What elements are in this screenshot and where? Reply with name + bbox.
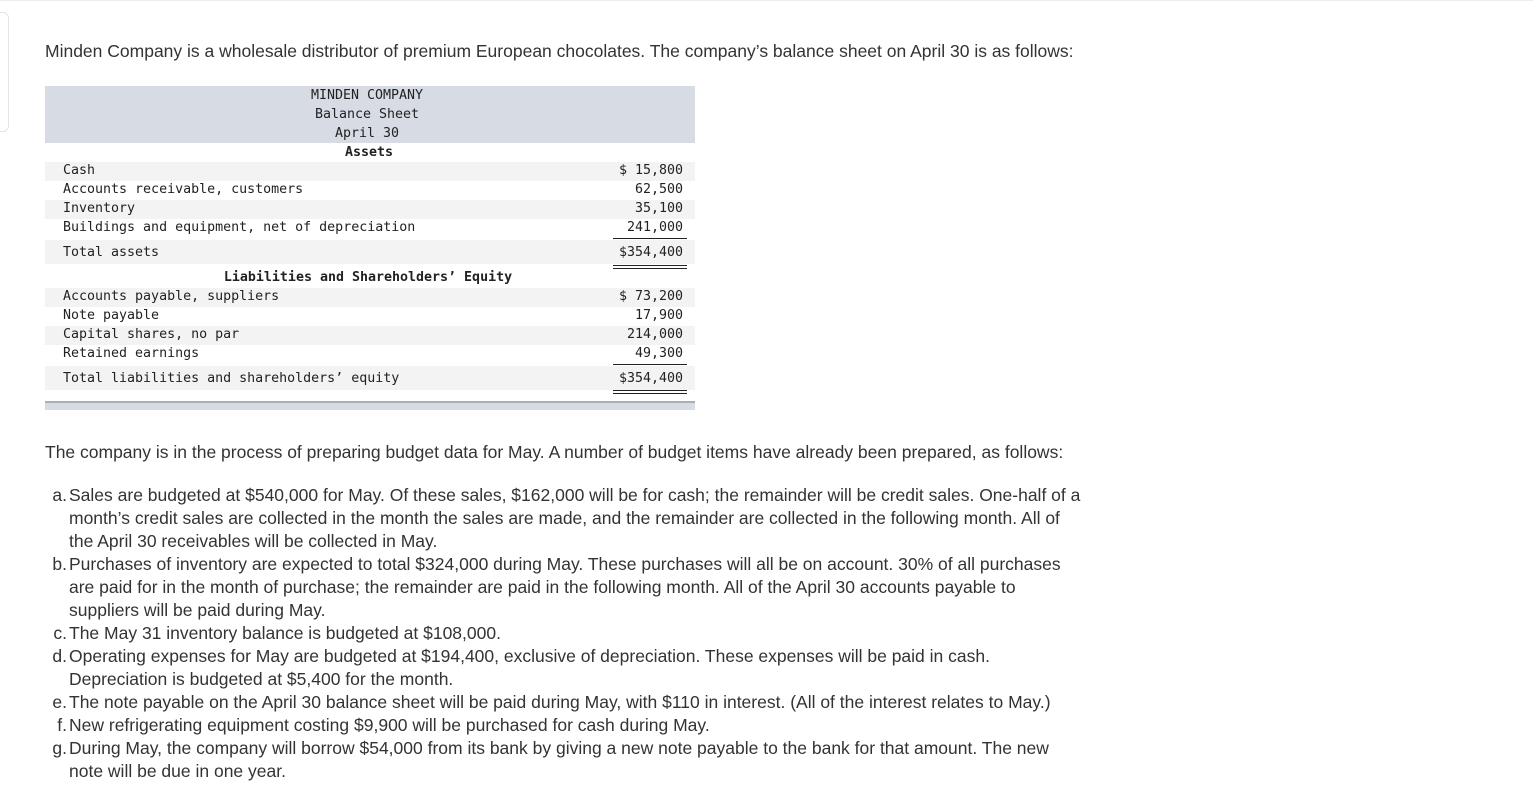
side-panel-tab[interactable] [0, 12, 9, 132]
row-label: Accounts payable, suppliers [63, 289, 280, 304]
list-item [45, 691, 1225, 714]
row-label: Accounts receivable, customers [63, 182, 304, 197]
item-marker: b. [52, 554, 67, 574]
list-item [45, 484, 1225, 553]
row-label: Total assets [63, 245, 160, 260]
item-line: Purchases of inventory are expected to total $324,000 during May. These purchases will all be on account. 30% of all purchases [69, 554, 1061, 574]
total-assets-row [45, 240, 695, 264]
item-line: month’s credit sales are collected in the month the sales are made, and the remainder are collected in the following month. All of [69, 508, 1060, 528]
assets-heading: Assets [344, 145, 394, 160]
budget-intro-paragraph: The company is in the process of preparing budget data for May. A number of budget items have already been prepared, as follows: [45, 442, 1064, 462]
item-line: suppliers will be paid during May. [69, 600, 326, 620]
row-amount: $ 15,800 [618, 163, 683, 178]
balance-sheet-footer [45, 401, 695, 410]
double-rule-bottom [613, 268, 687, 269]
item-line: During May, the company will borrow $54,000 from its bank by giving a new note payable to the bank for that amount. The new [69, 738, 1049, 758]
row-amount: 17,900 [634, 308, 683, 323]
row-label: Note payable [63, 308, 160, 323]
total-liabilities-row [45, 366, 695, 390]
row-amount: 214,000 [626, 327, 683, 342]
table-row [45, 288, 695, 307]
row-amount: 35,100 [634, 201, 683, 216]
top-divider [0, 0, 1533, 1]
table-row [45, 326, 695, 345]
table-row [45, 162, 695, 181]
statement-date: April 30 [334, 126, 400, 141]
subtotal-rule [613, 238, 687, 239]
table-row [45, 345, 695, 364]
table-row [45, 181, 695, 200]
row-amount: 62,500 [634, 182, 683, 197]
table-row [45, 200, 695, 219]
double-rule-bottom [613, 393, 687, 394]
statement-title: Balance Sheet [314, 107, 420, 122]
item-marker: c. [53, 623, 67, 643]
item-line: New refrigerating equipment costing $9,900 will be purchased for cash during May. [69, 715, 710, 735]
item-line: Depreciation is budgeted at $5,400 for the month. [69, 669, 454, 689]
double-rule-top [613, 390, 687, 391]
list-item [45, 737, 1225, 783]
row-label: Total liabilities and shareholders’ equity [63, 371, 400, 386]
balance-sheet-header [45, 86, 695, 143]
balance-sheet-table [45, 86, 695, 410]
row-label: Cash [63, 163, 96, 178]
budget-items-list [45, 484, 1225, 783]
row-amount: $354,400 [618, 245, 683, 260]
item-marker: g. [52, 738, 67, 758]
item-marker: a. [52, 485, 67, 505]
list-item [45, 553, 1225, 622]
row-label: Inventory [63, 201, 136, 216]
item-marker: d. [52, 646, 67, 666]
company-name: MINDEN COMPANY [310, 88, 424, 103]
row-amount: 49,300 [634, 346, 683, 361]
item-line: The May 31 inventory balance is budgeted at $108,000. [69, 623, 501, 643]
subtotal-rule [613, 364, 687, 365]
list-item [45, 645, 1225, 691]
item-line: The note payable on the April 30 balance sheet will be paid during May, with $110 in interest. (All of the interest relates to May.) [69, 692, 1051, 712]
list-item [45, 622, 1225, 645]
row-amount: 241,000 [626, 220, 683, 235]
table-row [45, 307, 695, 326]
table-row [45, 219, 695, 238]
row-label: Retained earnings [63, 346, 200, 361]
item-marker: e. [52, 692, 67, 712]
row-label: Buildings and equipment, net of depreciation [63, 220, 416, 235]
item-marker: f. [57, 715, 67, 735]
item-line: note will be due in one year. [69, 761, 286, 781]
row-label: Capital shares, no par [63, 327, 240, 342]
item-line: are paid for in the month of purchase; the remainder are paid in the following month. All of the April 30 accounts payable to [69, 577, 1016, 597]
double-rule-top [613, 265, 687, 266]
row-amount: $ 73,200 [618, 289, 683, 304]
intro-paragraph: Minden Company is a wholesale distributor of premium European chocolates. The company’s balance sheet on April 30 is as follows: [45, 41, 1074, 61]
item-line: Sales are budgeted at $540,000 for May. Of these sales, $162,000 will be for cash; the remainder will be credit sales. One-half of a [69, 485, 1081, 505]
item-line: Operating expenses for May are budgeted at $194,400, exclusive of depreciation. These expenses will be paid in cash. [69, 646, 990, 666]
row-amount: $354,400 [618, 371, 683, 386]
item-line: the April 30 receivables will be collected in May. [69, 531, 438, 551]
list-item [45, 714, 1225, 737]
liabilities-heading: Liabilities and Shareholders’ Equity [223, 270, 513, 285]
